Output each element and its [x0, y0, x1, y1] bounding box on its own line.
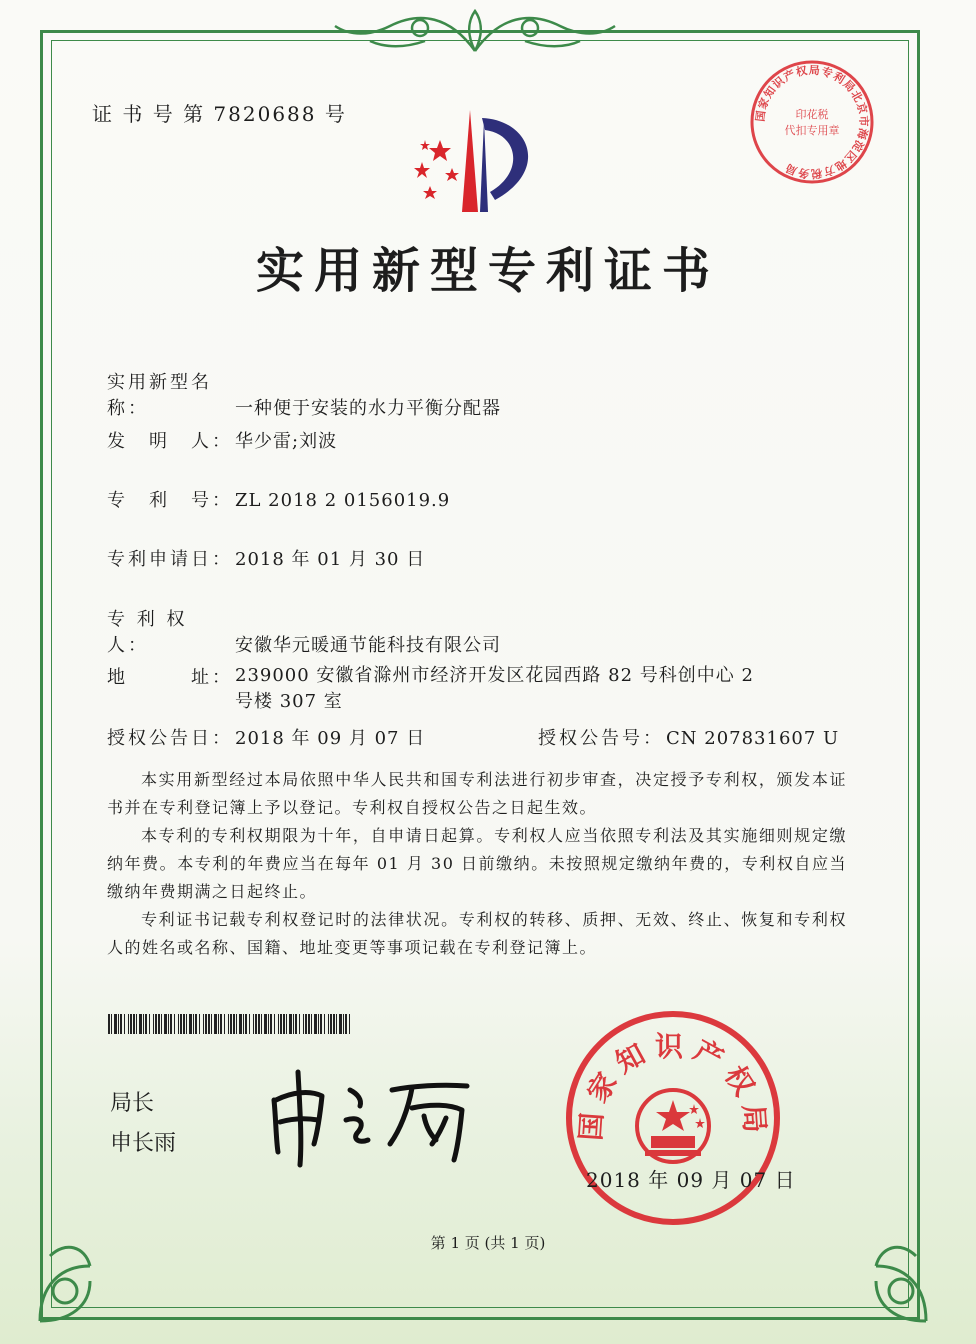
field-value: 2018 年 09 月 07 日	[235, 728, 426, 749]
seal-center-line: 印花税	[795, 108, 829, 121]
seal-center-line: 代扣专用章	[784, 124, 840, 137]
patent-office-logo-icon	[400, 100, 550, 220]
legal-paragraph: 专利证书记载专利权登记时的法律状况。专利权的转移、质押、无效、终止、恢复和专利权人的姓名或名称、国籍、地址变更等事项记载在专利登记簿上。	[107, 910, 847, 957]
field-value: CN 207831607 U	[666, 728, 840, 749]
utility-model-name-field	[107, 368, 501, 420]
field-label: 专 利 号：	[107, 490, 233, 511]
field-label: 专利申请日：	[107, 549, 233, 570]
field-label: 授权公告日：	[107, 728, 233, 749]
barcode-icon	[108, 1014, 353, 1034]
certificate-title: 实用新型专利证书	[255, 243, 720, 299]
director-signature-icon	[262, 1060, 482, 1170]
field-label: 实用新型名称：	[107, 372, 212, 419]
director-title: 局长	[110, 1091, 155, 1116]
top-ornament-icon	[330, 6, 620, 56]
filing-date-field	[107, 545, 425, 571]
state-ip-office-seal-icon	[563, 1008, 783, 1228]
certificate-number: 证 书 号 第 7820688 号	[92, 102, 347, 126]
field-label: 发 明 人：	[107, 431, 233, 452]
patentee-field	[107, 605, 501, 657]
field-value: 一种便于安装的水力平衡分配器	[235, 398, 501, 419]
field-value: 239000 安徽省滁州市经济开发区花园西路 82 号科创中心 2 号楼 307 室	[235, 665, 754, 712]
field-label: 专 利 权 人：	[107, 609, 188, 656]
svg-text:国家知识产权局	[574, 1030, 772, 1142]
director-name: 申长雨	[110, 1131, 177, 1156]
field-value: 华少雷;刘波	[235, 431, 338, 452]
inventor-field	[107, 427, 337, 453]
field-value: ZL 2018 2 0156019.9	[235, 490, 451, 511]
legal-paragraph: 本实用新型经过本局依照中华人民共和国专利法进行初步审查，决定授予专利权，颁发本证书并在专利登记簿上予以登记。专利权自授权公告之日起生效。	[107, 770, 847, 817]
field-value: 安徽华元暖通节能科技有限公司	[235, 635, 501, 656]
seal-date: 2018 年 09 月 07 日	[586, 1168, 796, 1192]
seal-ring-text: 国家知识产权局专利局北京市海淀区地方税务局	[753, 63, 871, 181]
field-label: 地 址：	[107, 667, 233, 688]
page-footer: 第 1 页 (共 1 页)	[430, 1234, 546, 1252]
seal-ring-text: 国家知识产权局	[574, 1030, 772, 1142]
grant-date-field	[107, 724, 425, 750]
field-label: 授权公告号：	[538, 728, 664, 749]
patent-number-field	[107, 486, 450, 512]
tax-stamp-seal-icon	[748, 58, 876, 186]
grant-number-field	[538, 724, 839, 750]
field-value: 2018 年 01 月 30 日	[235, 549, 426, 570]
legal-paragraph: 本专利的专利权期限为十年，自申请日起算。专利权人应当依照专利法及其实施细则规定缴纳年费。本专利的年费应当在每年 01 月 30 日前缴纳。未按照规定缴纳年费的，专利权自应当缴纳年费期满之日起终止。	[107, 826, 847, 901]
address-field	[107, 663, 755, 715]
